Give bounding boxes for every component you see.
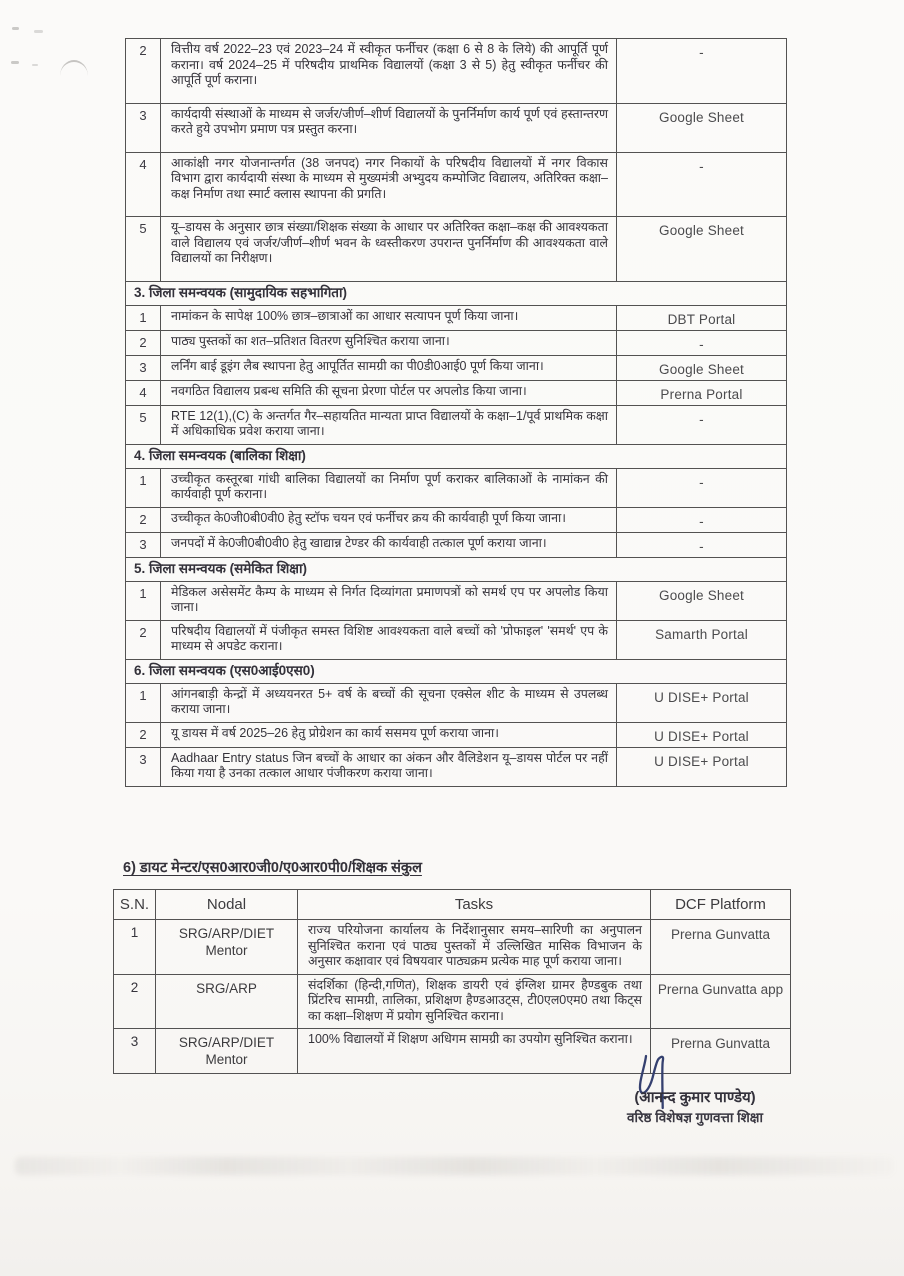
platform-value: - — [617, 405, 787, 444]
row-number: 2 — [126, 330, 161, 355]
task-row — [126, 380, 787, 405]
row-number: 1 — [126, 683, 161, 722]
task-row — [126, 468, 787, 507]
platform-value: Prerna Gunvatta app — [651, 974, 791, 1029]
platform-value: - — [617, 507, 787, 532]
task-row — [126, 620, 787, 659]
section-header-label: 5. जिला समन्वयक (समेकित शिक्षा) — [126, 557, 787, 581]
row-number: 3 — [114, 1029, 156, 1074]
task-row — [126, 103, 787, 152]
row-number: 5 — [126, 217, 161, 282]
task-row — [126, 747, 787, 786]
task-text: वित्तीय वर्ष 2022–23 एवं 2023–24 में स्वीकृत फर्नीचर (कक्षा 6 से 8 के लिये) की आपूर्ति पूर्ण कराना। वर्ष 2024–25 में परिषदीय प्राथमिक विद्यालयों (कक्षा 3 से 5) हेतु स्वीकृत फर्नीचर की आपूर्ति पूर्ण कराना। — [161, 39, 617, 104]
task-row — [126, 405, 787, 444]
mentor-task-row — [114, 1029, 791, 1074]
task-text: पाठ्य पुस्तकों का शत–प्रतिशत वितरण सुनिश्चित कराया जाना। — [161, 330, 617, 355]
platform-value: - — [617, 330, 787, 355]
scan-artifact — [34, 30, 43, 33]
task-row — [126, 330, 787, 355]
district-coordinator-task-table — [125, 38, 787, 787]
task-row — [126, 532, 787, 557]
nodal-value: SRG/ARP/DIET Mentor — [156, 920, 298, 975]
platform-value: DBT Portal — [617, 305, 787, 330]
section-header-row — [126, 281, 787, 305]
section-header-label: 3. जिला समन्वयक (सामुदायिक सहभागिता) — [126, 281, 787, 305]
row-number: 3 — [126, 355, 161, 380]
task-text: कार्यदायी संस्थाओं के माध्यम से जर्जर/जीर्ण–शीर्ण विद्यालयों के पुनर्निर्माण कार्य पूर्ण एवं हस्तान्तरण करते हुये उपभोग प्रमाण पत्र प्रस्तुत करना। — [161, 103, 617, 152]
mentor-task-row — [114, 920, 791, 975]
row-number: 2 — [126, 507, 161, 532]
mentor-header-row — [114, 890, 791, 920]
scan-smudge — [15, 1157, 894, 1175]
task-text: लर्निंग बाई डूइंग लैब स्थापना हेतु आपूर्तित सामग्री का पी0डी0आई0 पूर्ण किया जाना। — [161, 355, 617, 380]
task-row — [126, 722, 787, 747]
task-text: Aadhaar Entry status जिन बच्चों के आधार का अंकन और वैलिडेशन यू–डायस पोर्टल पर नहीं किया गया है उनका तत्काल आधार पंजीकरण कराया जाना। — [161, 747, 617, 786]
row-number: 4 — [126, 380, 161, 405]
platform-value: Samarth Portal — [617, 620, 787, 659]
platform-value: - — [617, 468, 787, 507]
row-number: 1 — [126, 305, 161, 330]
task-text: आकांक्षी नगर योजनान्तर्गत (38 जनपद) नगर निकायों के परिषदीय विद्यालयों में नगर विकास विभाग द्वारा कार्यदायी संस्था के माध्यम से मुख्यमंत्री अभ्युदय कम्पोजिट विद्यालय, अतिरिक्त कक्षा–कक्ष निर्माण तथा स्मार्ट क्लास स्थापना की प्रगति। — [161, 152, 617, 217]
task-text: नामांकन के सापेक्ष 100% छात्र–छात्राओं का आधार सत्यापन पूर्ण किया जाना। — [161, 305, 617, 330]
mentor-table-body — [114, 920, 791, 1074]
platform-value: Google Sheet — [617, 581, 787, 620]
section-header-label: 6. जिला समन्वयक (एस0आई0एस0) — [126, 659, 787, 683]
platform-value: U DISE+ Portal — [617, 747, 787, 786]
column-header: DCF Platform — [651, 890, 791, 920]
column-header: Nodal — [156, 890, 298, 920]
task-row — [126, 683, 787, 722]
section-header-row — [126, 659, 787, 683]
row-number: 3 — [126, 747, 161, 786]
platform-value: U DISE+ Portal — [617, 683, 787, 722]
task-row — [126, 355, 787, 380]
column-header: S.N. — [114, 890, 156, 920]
row-number: 2 — [114, 974, 156, 1029]
scan-artifact — [32, 64, 38, 66]
nodal-value: SRG/ARP/DIET Mentor — [156, 1029, 298, 1074]
task-text: संदर्शिका (हिन्दी,गणित), शिक्षक डायरी एवं इंग्लिश ग्रामर हैण्डबुक तथा प्रिंटरिच सामग्री, तालिका, प्रशिक्षण हैण्डआउट्स, टी0एल0एम0 तथा किट्स का कक्षा–शिक्षण में प्रयोग सुनिश्चित कराना। — [298, 974, 651, 1029]
row-number: 1 — [114, 920, 156, 975]
task-text: परिषदीय विद्यालयों में पंजीकृत समस्त विशिष्ट आवश्यकता वाले बच्चों को 'प्रोफाइल' 'समर्थ' एप के माध्यम से अपडेट कराना। — [161, 620, 617, 659]
task-row — [126, 217, 787, 282]
task-text: उच्चीकृत के0जी0बी0वी0 हेतु स्टॉफ चयन एवं फर्नीचर क्रय की कार्यवाही पूर्ण किया जाना। — [161, 507, 617, 532]
section-header-row — [126, 557, 787, 581]
task-row — [126, 581, 787, 620]
row-number: 2 — [126, 620, 161, 659]
mentor-task-row — [114, 974, 791, 1029]
task-text: यू डायस में वर्ष 2025–26 हेतु प्रोग्रेशन का कार्य ससमय पूर्ण कराया जाना। — [161, 722, 617, 747]
column-header: Tasks — [298, 890, 651, 920]
mentor-task-table — [113, 889, 791, 1074]
row-number: 3 — [126, 103, 161, 152]
row-number: 2 — [126, 39, 161, 104]
scan-artifact — [12, 27, 19, 30]
platform-value: - — [617, 532, 787, 557]
section-header-label: 4. जिला समन्वयक (बालिका शिक्षा) — [126, 444, 787, 468]
nodal-value: SRG/ARP — [156, 974, 298, 1029]
task-row — [126, 39, 787, 104]
platform-value: Google Sheet — [617, 103, 787, 152]
task-row — [126, 305, 787, 330]
row-number: 2 — [126, 722, 161, 747]
task-text: उच्चीकृत कस्तूरबा गांधी बालिका विद्यालयों का निर्माण पूर्ण कराकर बालिकाओं के नामांकन की कार्यवाही पूर्ण कराना। — [161, 468, 617, 507]
task-text: RTE 12(1),(C) के अन्तर्गत गैर–सहायतित मान्यता प्राप्त विद्यालयों के कक्षा–1/पूर्व प्राथमिक कक्षा में अधिकाधिक प्रवेश कराया जाना। — [161, 405, 617, 444]
row-number: 1 — [126, 581, 161, 620]
task-text: जनपदों में के0जी0बी0वी0 हेतु खाद्यान्न टेण्डर की कार्यवाही तत्काल पूर्ण कराया जाना। — [161, 532, 617, 557]
platform-value: Google Sheet — [617, 355, 787, 380]
task-table-body — [126, 39, 787, 787]
task-row — [126, 152, 787, 217]
scan-artifact — [11, 61, 19, 64]
signatory-title: वरिष्ठ विशेषज्ञ गुणवत्ता शिक्षा — [627, 1110, 763, 1125]
platform-value: Prerna Gunvatta — [651, 1029, 791, 1074]
task-text: मेडिकल असेसमेंट कैम्प के माध्यम से निर्गत दिव्यांगता प्रमाणपत्रों को समर्थ एप पर अपलोड किया जाना। — [161, 581, 617, 620]
platform-value: - — [617, 39, 787, 104]
signature-block — [580, 1088, 810, 1127]
row-number: 1 — [126, 468, 161, 507]
signatory-name: (आनन्द कुमार पाण्डेय) — [634, 1089, 756, 1106]
mentor-table-head — [114, 890, 791, 920]
platform-value: - — [617, 152, 787, 217]
task-text: यू–डायस के अनुसार छात्र संख्या/शिक्षक संख्या के आधार पर अतिरिक्त कक्षा–कक्ष की आवश्यकता वाले विद्यालय एवं जर्जर/जीर्ण–शीर्ण भवन के ध्वस्तीकरण उपरान्त पुनर्निर्माण की आवश्यकता वाले विद्यालयों का निरीक्षण। — [161, 217, 617, 282]
row-number: 5 — [126, 405, 161, 444]
row-number: 4 — [126, 152, 161, 217]
section-header-row — [126, 444, 787, 468]
section-6-heading: 6) डायट मेन्टर/एस0आर0जी0/ए0आर0पी0/शिक्षक संकुल — [123, 860, 422, 876]
row-number: 3 — [126, 532, 161, 557]
platform-value: Google Sheet — [617, 217, 787, 282]
scan-artifact-curve — [60, 60, 88, 76]
task-row — [126, 507, 787, 532]
task-text: 100% विद्यालयों में शिक्षण अधिगम सामग्री का उपयोग सुनिश्चित कराना। — [298, 1029, 651, 1074]
task-text: नवगठित विद्यालय प्रबन्ध समिति की सूचना प्रेरणा पोर्टल पर अपलोड किया जाना। — [161, 380, 617, 405]
task-text: आंगनबाड़ी केन्द्रों में अध्ययनरत 5+ वर्ष के बच्चों की सूचना एक्सेल शीट के माध्यम से उपलब्ध कराया जाना। — [161, 683, 617, 722]
platform-value: U DISE+ Portal — [617, 722, 787, 747]
platform-value: Prerna Gunvatta — [651, 920, 791, 975]
task-text: राज्य परियोजना कार्यालय के निर्देशानुसार समय–सारिणी का अनुपालन सुनिश्चित कराना एवं पाठ्य पुस्तकों में उल्लिखित मासिक विभाजन के अनुसार कक्षावार एवं विषयवार पाठ्यक्रम प्रत्येक माह पूर्ण कराया जाना। — [298, 920, 651, 975]
platform-value: Prerna Portal — [617, 380, 787, 405]
